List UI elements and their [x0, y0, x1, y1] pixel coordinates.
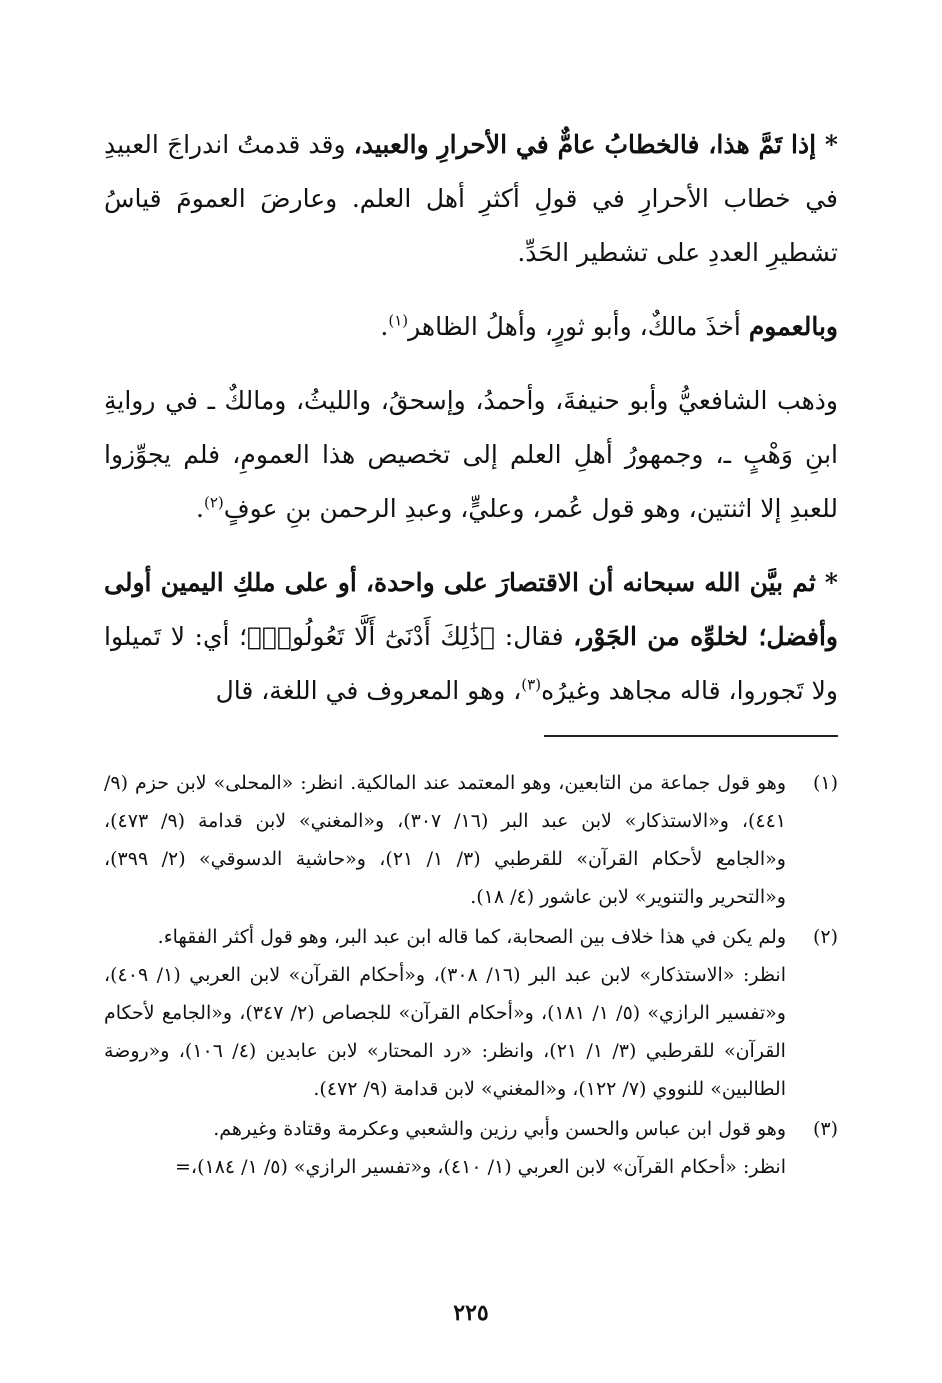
footnote-1-line-1: وهو قول جماعة من التابعين، وهو المعتمد عند المالكية. انظر: «المحلى» لابن حزم (٩/ ٤٤١)، و«الاستذكار» لابن عبد البر (١٦/ ٣٠٧)، و«المغني» لابن قدامة (٩/ ٤٧٣)، و«الجامع لأحكام القرآن» للقرطبي (٣/ ١/ ٢١)، و«حاشية الدسوقي» (٢/ ٣٩٩)، و«التحرير والتنوير» لابن عاشور (٤/ ١٨). [104, 772, 786, 908]
footnote-2-number: (٢) [812, 926, 838, 948]
footnote-3 [104, 1110, 838, 1186]
paragraph-4-bold: * ثم بيَّن الله سبحانه أن الاقتصارَ على واحدة، أو على ملكِ اليمين أولى وأفضل؛ لخلوِّه من الجَوْر، [104, 568, 838, 651]
paragraph-4 [104, 556, 838, 718]
footnote-3-number: (٣) [812, 1118, 838, 1140]
main-text [104, 118, 838, 718]
paragraph-4-text: فقال: ﴿ذَٰلِكَ أَدْنَىٰٓ أَلَّا تَعُولُوا۟﴾؛ أي: لا تَميلوا ولا تَجوروا، قاله مجاهد وغيرُه [104, 622, 838, 705]
footnote-ref-2: (٢) [203, 493, 224, 512]
paragraph-1-bold: * إذا تَمَّ هذا، فالخطابُ عامٌّ في الأحرارِ والعبيد، [353, 130, 838, 159]
footnote-1-body [104, 764, 786, 916]
footnote-3-line-2: انظر: «أحكام القرآن» لابن العربي (١/ ٤١٠)، و«تفسير الرازي» (٥/ ١/ ١٨٤)،= [175, 1156, 786, 1178]
footnote-2-line-1: ولم يكن في هذا خلاف بين الصحابة، كما قاله ابن عبد البر، وهو قول أكثر الفقهاء. [157, 926, 786, 948]
paragraph-1 [104, 118, 838, 280]
footnotes [104, 764, 838, 1188]
paragraph-3-tail: . [196, 494, 204, 523]
book-page [104, 118, 838, 1358]
footnote-3-line-1: وهو قول ابن عباس والحسن وأبي رزين والشعبي وعكرمة وقتادة وغيرهم. [213, 1118, 786, 1140]
page-number: ٢٢٥ [453, 1300, 489, 1326]
paragraph-2-text: أخذَ مالكٌ، وأبو ثورٍ، وأهلُ الظاهر [408, 312, 749, 341]
paragraph-2-bold: وبالعموم [748, 312, 838, 341]
footnote-ref-3: (٣) [521, 675, 542, 694]
paragraph-2-tail: . [380, 312, 389, 341]
footnote-3-body [104, 1110, 786, 1186]
footnote-1 [104, 764, 838, 916]
footnote-ref-1: (١) [388, 311, 409, 330]
paragraph-2 [104, 300, 838, 354]
paragraph-1-text: وقد قدمتُ اندراجَ العبيدِ في خطاب الأحرارِ في قولِ أكثرِ أهل العلم. وعارضَ العمومَ قياسُ تشطيرِ العددِ على تشطير الحَدِّ. [104, 130, 838, 267]
paragraph-4-tail: ، وهو المعروف في اللغة، قال [215, 676, 522, 705]
paragraph-3-text: وذهب الشافعيُّ وأبو حنيفةَ، وأحمدُ، وإسحقُ، والليثُ، ومالكٌ ـ في روايةِ ابنِ وَهْبٍ ـ، وجمهورُ أهلِ العلم إلى تخصيص هذا العمومِ، فلم يجوِّزوا للعبدِ إلا اثنتين، وهو قول عُمر، وعليٍّ، وعبدِ الرحمن بنِ عوفٍ [104, 386, 838, 523]
footnote-2-body [104, 918, 786, 1108]
footnote-2 [104, 918, 838, 1108]
footnote-separator [544, 735, 838, 737]
footnote-2-line-2: انظر: «الاستذكار» لابن عبد البر (١٦/ ٣٠٨)، و«أحكام القرآن» لابن العربي (١/ ٤٠٩)، و«تفسير الرازي» (٥/ ١/ ١٨١)، و«أحكام القرآن» للجصاص (٢/ ٣٤٧)، و«الجامع لأحكام القرآن» للقرطبي (٣/ ١/ ٢١)، وانظر: «رد المحتار» لابن عابدين (٤/ ١٠٦)، و«روضة الطالبين» للنووي (٧/ ١٢٢)، و«المغني» لابن قدامة (٩/ ٤٧٢). [104, 964, 786, 1100]
footnote-1-number: (١) [812, 772, 838, 794]
paragraph-3 [104, 374, 838, 536]
